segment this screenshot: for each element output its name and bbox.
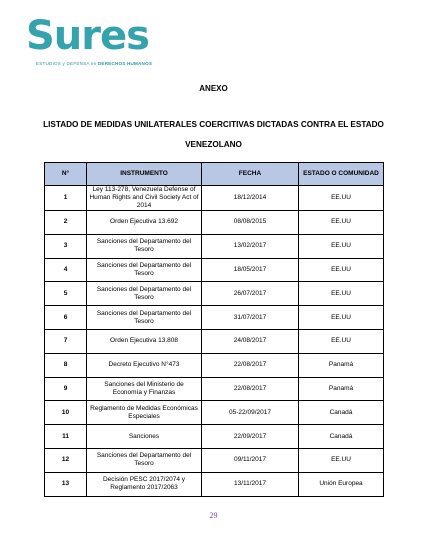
cell-date: 22/08/2017: [202, 377, 299, 401]
cell-state: Canadá: [299, 425, 384, 449]
cell-date: 31/07/2017: [202, 306, 299, 330]
page-number: 29: [209, 511, 218, 520]
cell-date: 09/11/2017: [202, 448, 299, 472]
table-row: [45, 401, 384, 425]
cell-instrument: Decisión PESC 2017/2074 y Reglamento 2017/2063: [87, 472, 202, 496]
cell-number: 4: [45, 258, 87, 282]
document-title: LISTADO DE MEDIDAS UNILATERALES COERCITIVAS DICTADAS CONTRA EL ESTADO VENEZOLANO: [43, 120, 384, 149]
cell-date: 08/08/2015: [202, 211, 299, 235]
table-header-row: [45, 163, 384, 186]
cell-state: EE.UU: [299, 329, 384, 353]
table-row: [45, 329, 384, 353]
cell-number: 1: [45, 186, 87, 211]
cell-state: EE.UU: [299, 282, 384, 306]
cell-number: 3: [45, 234, 87, 258]
table-row: [45, 377, 384, 401]
cell-instrument: Ley 113-278, Venezuela Defense of Human Rights and Civil Society Act of 2014: [87, 186, 202, 211]
cell-instrument: Sanciones del Departamento del Tesoro: [87, 306, 202, 330]
header-number: N°: [45, 163, 87, 186]
cell-instrument: Sanciones del Departamento del Tesoro: [87, 282, 202, 306]
cell-number: 10: [45, 401, 87, 425]
header-state: ESTADO O COMUNIDAD: [299, 163, 384, 186]
table-row: [45, 282, 384, 306]
cell-date: 26/07/2017: [202, 282, 299, 306]
cell-number: 8: [45, 353, 87, 377]
table-row: [45, 186, 384, 211]
cell-date: 22/08/2017: [202, 353, 299, 377]
cell-number: 12: [45, 448, 87, 472]
cell-date: 22/09/2017: [202, 425, 299, 449]
table-row: [45, 353, 384, 377]
cell-state: Panamá: [299, 377, 384, 401]
cell-date: 18/12/2014: [202, 186, 299, 211]
cell-state: EE.UU: [299, 306, 384, 330]
cell-instrument: Orden Ejecutiva 13.808: [87, 329, 202, 353]
logo-tagline: ESTUDIOS y DEFENSA en DERECHOS HUMANOS: [36, 61, 153, 66]
table-row: [45, 234, 384, 258]
cell-instrument: Sanciones del Departamento del Tesoro: [87, 258, 202, 282]
cell-state: Unión Europea: [299, 472, 384, 496]
cell-date: 24/08/2017: [202, 329, 299, 353]
cell-number: 9: [45, 377, 87, 401]
cell-number: 6: [45, 306, 87, 330]
header-instrument: INSTRUMENTO: [87, 163, 202, 186]
cell-number: 11: [45, 425, 87, 449]
table-row: [45, 258, 384, 282]
cell-number: 7: [45, 329, 87, 353]
table-row: [45, 306, 384, 330]
cell-instrument: Reglamento de Medidas Económicas Especiales: [87, 401, 202, 425]
cell-instrument: Orden Ejecutiva 13.692: [87, 211, 202, 235]
sures-logo: [26, 14, 186, 74]
cell-state: EE.UU: [299, 448, 384, 472]
cell-instrument: Sanciones: [87, 425, 202, 449]
cell-number: 2: [45, 211, 87, 235]
cell-instrument: Sanciones del Departamento del Tesoro: [87, 448, 202, 472]
measures-table: [44, 162, 384, 497]
logo-wordmark: Sures: [26, 13, 149, 59]
cell-instrument: Sanciones del Departamento del Tesoro: [87, 234, 202, 258]
cell-state: EE.UU: [299, 258, 384, 282]
cell-number: 5: [45, 282, 87, 306]
cell-date: 13/02/2017: [202, 234, 299, 258]
cell-instrument: Decreto Ejecutivo N°473: [87, 353, 202, 377]
table-row: [45, 448, 384, 472]
cell-state: EE.UU: [299, 186, 384, 211]
cell-state: Canadá: [299, 401, 384, 425]
cell-state: EE.UU: [299, 234, 384, 258]
cell-date: 18/05/2017: [202, 258, 299, 282]
annex-heading: ANEXO: [199, 84, 228, 93]
table-row: [45, 211, 384, 235]
cell-state: Panamá: [299, 353, 384, 377]
cell-date: 05-22/09/2017: [202, 401, 299, 425]
cell-instrument: Sanciones del Ministerio de Economía y Finanzas: [87, 377, 202, 401]
cell-number: 13: [45, 472, 87, 496]
cell-state: EE.UU: [299, 211, 384, 235]
cell-date: 13/11/2017: [202, 472, 299, 496]
header-date: FECHA: [202, 163, 299, 186]
table-row: [45, 472, 384, 496]
table-row: [45, 425, 384, 449]
